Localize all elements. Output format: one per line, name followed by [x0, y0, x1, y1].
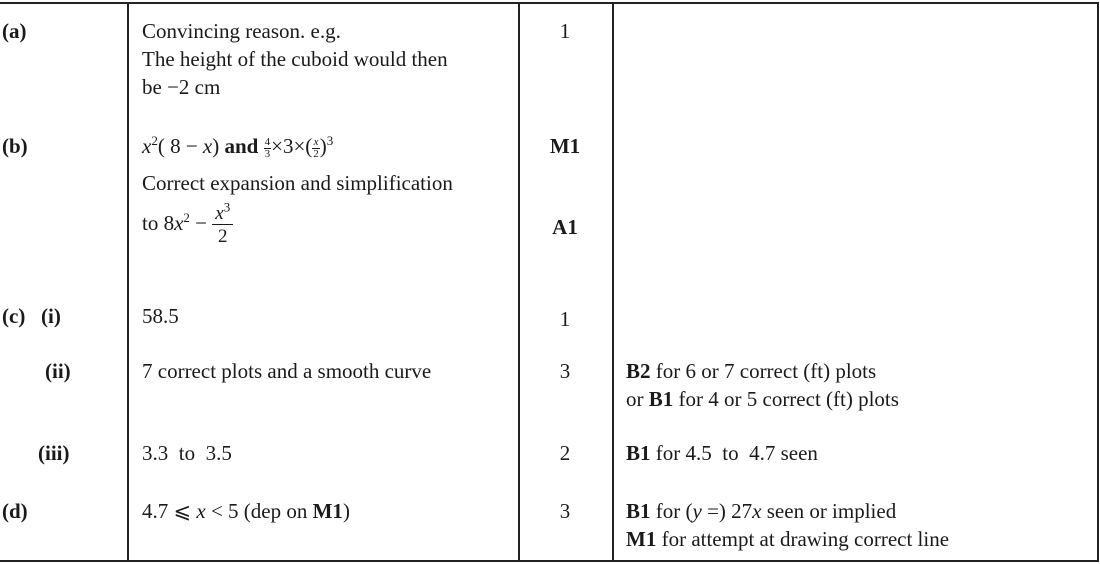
answer-b-line2: Correct expansion and simplification [142, 171, 453, 195]
fraction-four-thirds: $\frac{4}{3}$ [264, 135, 271, 160]
guidance-d-line2: M1 for attempt at drawing correct line [626, 527, 950, 551]
fraction-x-over-2: $\frac{x}{2}$ [313, 135, 319, 160]
answer-a-line1: Convincing reason. e.g. [142, 19, 341, 43]
row-label-d: (d) [2, 499, 28, 523]
mark-a: 1 [559, 19, 571, 43]
column-divider-3 [612, 2, 614, 562]
answer-a-line2: The height of the cuboid would then [142, 47, 448, 71]
mark-c-i: 1 [559, 307, 571, 331]
answer-b-expression: $x^2$( 8 − x) and $\frac{4}{3}$ ×3×( $\frac{x}{2}$ )$^3$ [142, 133, 334, 160]
row-label-c-ii: (ii) [45, 359, 71, 383]
guidance-c-ii-line1: B2 for 6 or 7 correct (ft) plots [626, 359, 877, 383]
column-divider-2 [518, 2, 520, 562]
row-label-c-iii: (iii) [38, 441, 70, 465]
row-label-a: (a) [2, 19, 27, 43]
guidance-c-ii-line2: or B1 for 4 or 5 correct (ft) plots [626, 387, 899, 411]
answer-d: 4.7 ⩽ x < 5 (dep on M1) [142, 499, 350, 523]
fraction-x-cubed-over-2: $\frac{x^3}{2}$ [212, 204, 233, 246]
mark-c-iii: 2 [559, 441, 571, 465]
mark-d: 3 [559, 499, 571, 523]
guidance-d-line1: B1 for (y =) 27x seen or implied [626, 499, 897, 523]
mark-c-ii: 3 [559, 359, 571, 383]
row-label-b: (b) [2, 134, 28, 158]
answer-c-i: 58.5 [142, 304, 179, 328]
answer-b-result: to $8x^2$ − $\frac{x^3}{2}$ [142, 204, 233, 246]
guidance-c-iii: B1 for 4.5 to 4.7 seen [626, 441, 818, 465]
mark-b-accuracy: A1 [552, 215, 578, 239]
column-divider-1 [127, 2, 129, 562]
answer-a-line3: be −2 cm [142, 75, 221, 99]
mark-b-method: M1 [549, 134, 581, 158]
answer-c-ii: 7 correct plots and a smooth curve [142, 359, 432, 383]
row-label-c-i: (c) (i) [2, 304, 61, 328]
answer-c-iii: 3.3 to 3.5 [142, 441, 232, 465]
